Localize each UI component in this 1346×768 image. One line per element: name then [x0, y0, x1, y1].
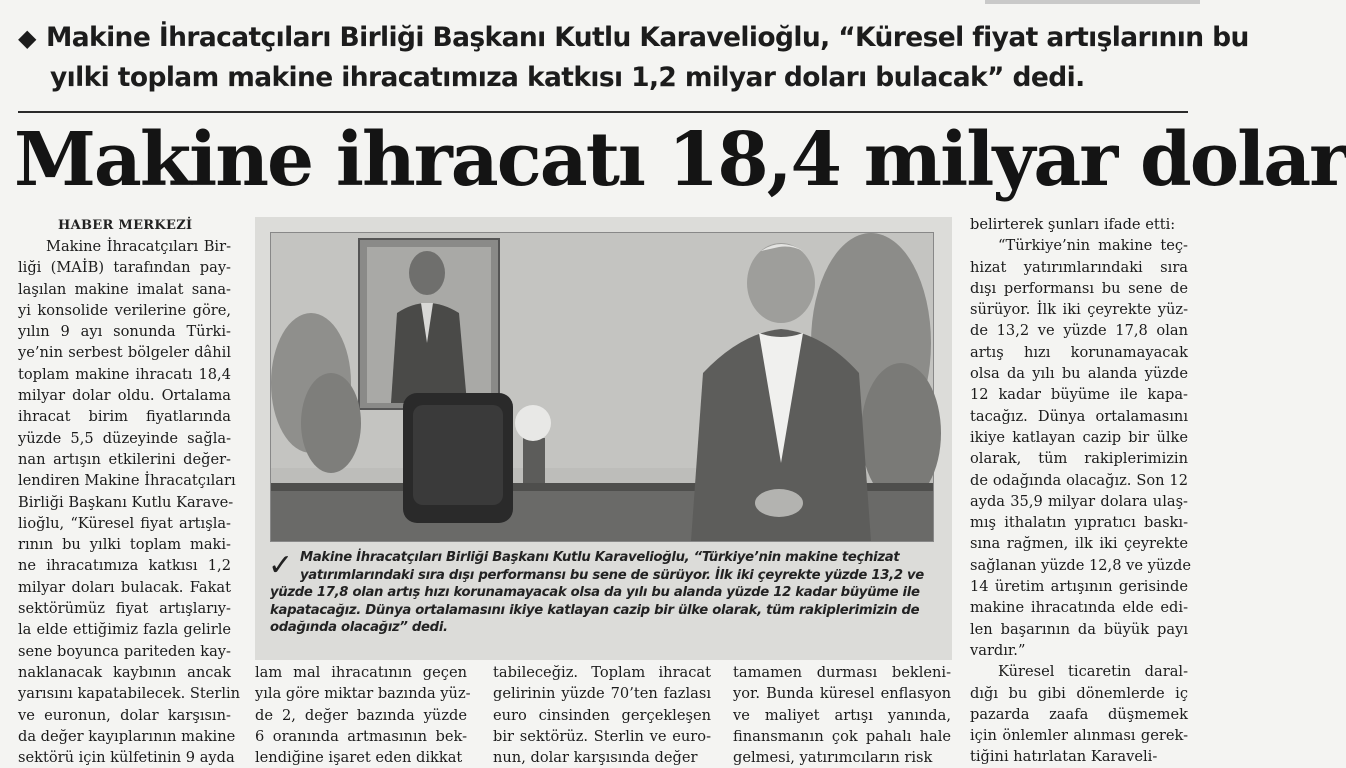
- caption-line: yatırımlarındaki sıra dışı performansı bu sene de sürüyor. İlk iki çeyrekte yüzde 13,2 ve: [300, 567, 924, 583]
- deck-line-2: yılki toplam makine ihracatımıza katkısı 1,2 milyar doları bulacak” dedi.: [50, 62, 1085, 93]
- article-column-4: [733, 662, 951, 768]
- article-line: tamamen durması bekleni-: [733, 664, 951, 681]
- article-line: mış ithalatın yıpratıcı baskı-: [970, 514, 1188, 532]
- article-line: 14 üretim artışının gerisinde: [970, 578, 1188, 596]
- article-line: sektörümüz fiyat artışlarıy-: [18, 600, 231, 618]
- article-line: toplam makine ihracatı 18,4: [18, 365, 231, 383]
- article-line: sektörü için külfetinin 9 ayda: [18, 749, 235, 767]
- caption-line: odağında olacağız” dedi.: [270, 620, 448, 636]
- article-line: yılın 9 ayı sonunda Türki-: [18, 323, 231, 341]
- article-line: makine ihracatında elde edi-: [970, 599, 1188, 617]
- caption-line: kapatacağız. Dünya ortalamasını ikiye katlayan cazip bir ülke olarak, tüm rakiplerimizin de: [270, 602, 920, 618]
- article-line: yüzde 5,5 düzeyinde sağla-: [18, 429, 231, 447]
- article-line: dığı bu gibi dönemlerde iç: [970, 684, 1188, 702]
- article-line: lioğlu, “Küresel fiyat artışla-: [18, 514, 231, 532]
- article-line: tabileceğiz. Toplam ihracat: [493, 664, 711, 681]
- article-line: nun, dolar karşısında değer: [493, 749, 698, 767]
- article-line: yıla göre miktar bazında yüz-: [255, 685, 471, 703]
- article-line: milyar doları bulacak. Fakat: [18, 578, 231, 596]
- article-line: vardır.”: [970, 641, 1026, 659]
- article-line: sürüyor. İlk iki çeyrekte yüz-: [970, 301, 1188, 319]
- article-line: nan artışın etkilerini değer-: [18, 450, 231, 468]
- article-line: belirterek şunları ifade etti:: [970, 216, 1176, 233]
- article-line: tacağız. Dünya ortalamasını: [970, 407, 1188, 425]
- article-line: Birliği Başkanı Kutlu Karave-: [18, 493, 234, 511]
- article-line: lendiğine işaret eden dikkat: [255, 749, 463, 767]
- article-line: yi konsolide verilerine göre,: [18, 301, 231, 319]
- article-line: da değer kayıplarının makine: [18, 727, 236, 745]
- article-line: tiğini hatırlatan Karaveli-: [970, 748, 1158, 766]
- article-line: naklanacak kaybının ancak: [18, 663, 231, 681]
- article-line: ve euronun, dolar karşısın-: [18, 706, 231, 724]
- article-line: Küresel ticaretin daral-: [998, 663, 1188, 681]
- caption-line: yüzde 17,8 olan artış hızı korunamayacak olsa da yılı bu alanda yüzde 12 kadar büyüme ile: [270, 585, 920, 601]
- article-column-5: [970, 214, 1191, 768]
- article-line: olsa da yılı bu alanda yüzde: [970, 365, 1188, 383]
- article-line: gelirinin yüzde 70’ten fazlası: [493, 685, 711, 703]
- diamond-bullet-icon: ◆: [18, 24, 36, 52]
- caption-line: Makine İhracatçıları Birliği Başkanı Kutlu Karavelioğlu, “Türkiye’nin makine teçhizat: [300, 550, 900, 565]
- article-line: sağlanan yüzde 12,8 ve yüzde: [970, 556, 1191, 574]
- article-line: dışı performansı bu sene de: [970, 279, 1188, 297]
- article-line: için önlemler alınması gerek-: [970, 727, 1188, 745]
- article-line: 6 oranında artmasının bek-: [255, 727, 467, 745]
- article-column-2: [255, 662, 471, 768]
- article-line: euro cinsinden gerçekleşen: [493, 706, 711, 724]
- article-line: Makine İhracatçıları Bir-: [46, 238, 231, 255]
- byline: HABER MERKEZİ: [58, 218, 193, 233]
- article-line: rının bu yılki toplam maki-: [18, 536, 231, 554]
- article-line: ne ihracatımıza katkısı 1,2: [18, 557, 231, 575]
- article-line: 12 kadar büyüme ile kapa-: [970, 386, 1188, 404]
- article-line: lendiren Makine İhracatçıları: [18, 472, 236, 490]
- checkmark-icon: ✓: [268, 548, 293, 583]
- article-line: de 13,2 ve yüzde 17,8 olan: [970, 322, 1188, 340]
- article-line: ayda 35,9 milyar dolara ulaş-: [970, 492, 1188, 510]
- article-deck: [18, 18, 1249, 97]
- article-line: ikiye katlayan cazip bir ülke: [970, 428, 1188, 446]
- article-column-1: [18, 236, 241, 768]
- article-line: liği (MAİB) tarafından pay-: [18, 259, 231, 277]
- article-line: laşılan makine imalat sana-: [18, 280, 231, 298]
- article-line: yarısını kapatabilecek. Sterlin: [18, 685, 241, 703]
- article-line: hizat yatırımlarındaki sıra: [970, 258, 1188, 276]
- photo-caption: [270, 549, 938, 637]
- article-line: len başarının da büyük payı: [970, 620, 1188, 638]
- article-line: milyar dolar oldu. Ortalama: [18, 387, 231, 405]
- top-edge-strip: [985, 0, 1200, 4]
- article-line: la elde ettiğimiz fazla gelirle: [18, 621, 231, 639]
- article-line: sına rağmen, ilk iki çeyrekte: [970, 535, 1188, 553]
- deck-line-1: Makine İhracatçıları Birliği Başkanı Kutlu Karavelioğlu, “Küresel fiyat artışlarının bu: [46, 22, 1249, 53]
- article-line: de odağında olacağız. Son 12: [970, 471, 1188, 489]
- photo-karavelioglu-office-icon: [270, 232, 934, 542]
- article-line: “Türkiye’nin makine teç-: [998, 237, 1188, 255]
- article-line: pazarda zaafa düşmemek: [970, 705, 1188, 723]
- article-line: ye’nin serbest bölgeler dâhil: [18, 344, 231, 362]
- article-line: ve maliyet artışı yanında,: [733, 706, 951, 724]
- article-line: finansmanın çok pahalı hale: [733, 727, 951, 745]
- article-column-3: [493, 662, 711, 768]
- article-line: artış hızı korunamayacak: [970, 343, 1188, 361]
- headline-divider: [18, 111, 1188, 113]
- headline: Makine ihracatı 18,4 milyar dolar: [14, 117, 1346, 203]
- article-line: ihracat birim fiyatlarında: [18, 408, 231, 426]
- article-line: lam mal ihracatının geçen: [255, 664, 467, 681]
- article-line: bir sektörüz. Sterlin ve euro-: [493, 727, 711, 745]
- article-line: de 2, değer bazında yüzde: [255, 706, 467, 724]
- article-line: yor. Bunda küresel enflasyon: [733, 685, 951, 703]
- article-line: gelmesi, yatırımcıların risk: [733, 749, 933, 767]
- article-line: sene boyunca pariteden kay-: [18, 642, 231, 660]
- article-line: olarak, tüm rakiplerimizin: [970, 450, 1188, 468]
